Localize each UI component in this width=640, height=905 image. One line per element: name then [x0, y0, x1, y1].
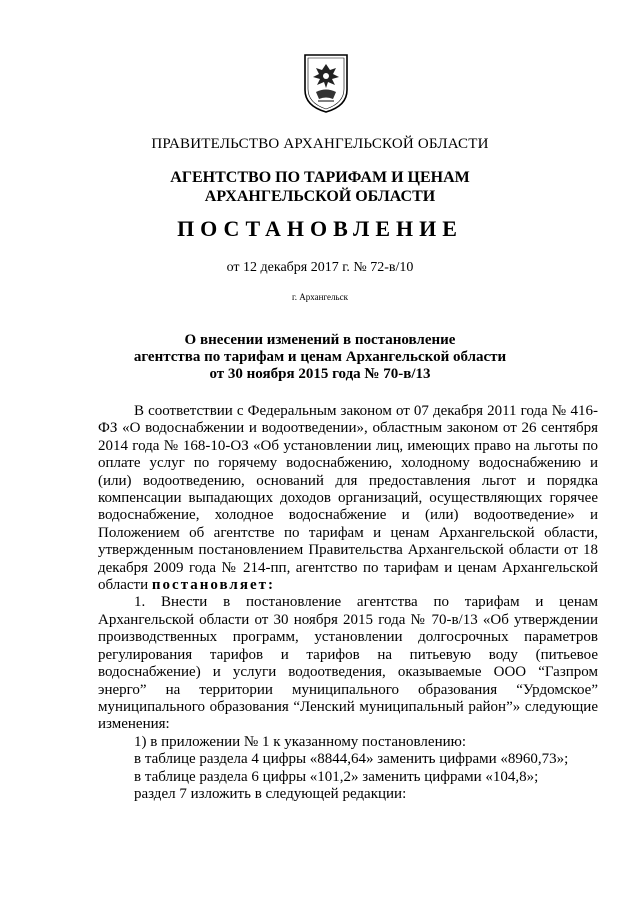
item-1-paragraph: 1. Внести в постановление агентства по тарифам и ценам Архангельской области от 30 ноября 2015 года № 70-в/13 «Об утверждении производственных программ, установлении долгосрочных параметров регулирования тарифов и тарифов на питьевую воду (питьевое водоснабжение) и услуги водоотведения, оказываемые ООО “Газпром энерго” на территории муниципального образования “Урдомское” муниципального образования “Ленский муниципальный район”» следующие изменения: — [98, 594, 598, 733]
agency-name-line2: АРХАНГЕЛЬСКОЙ ОБЛАСТИ — [204, 188, 436, 205]
city-name: г. Архангельск — [292, 292, 348, 302]
title-line3: от 30 ноября 2015 года № 70-в/13 — [209, 366, 431, 382]
agency-name — [60, 168, 580, 206]
preamble-paragraph — [98, 403, 598, 594]
change-line-table-6: в таблице раздела 6 цифры «101,2» заменить цифрами «104,8»; — [134, 768, 539, 785]
government-name: ПРАВИТЕЛЬСТВО АРХАНГЕЛЬСКОЙ ОБЛАСТИ — [151, 136, 489, 152]
sub-item-1: 1) в приложении № 1 к указанному постановлению: — [134, 733, 466, 750]
title-line2: агентства по тарифам и ценам Архангельской области — [133, 349, 507, 365]
document-type: ПОСТАНОВЛЕНИЕ — [177, 216, 463, 241]
change-line-table-4: в таблице раздела 4 цифры «8844,64» заменить цифрами «8960,73»; — [134, 751, 569, 768]
title-line1: О внесении изменений в постановление — [184, 332, 456, 348]
document-title — [60, 332, 580, 383]
agency-name-line1: АГЕНТСТВО ПО ТАРИФАМ И ЦЕНАМ — [170, 169, 470, 186]
coat-of-arms-emblem — [302, 52, 350, 114]
date-and-number: от 12 декабря 2017 г. № 72-в/10 — [226, 260, 414, 275]
preamble-text: В соответствии с Федеральным законом от 07 декабря 2011 года № 416-ФЗ «О водоснабжении и водоотведении», областным законом от 26 сентября 2014 года № 168-10-ОЗ «Об установлении лиц, имеющих право на льготы по оплате услуг по горячему водоснабжению, холодному водоснабжению и (или) водоотведению, оснований для предоставления льгот и порядка компенсации выпадающих доходов организаций, осуществляющих горячее водоснабжение, холодное водоснабжение и (или) водоотведение» и Положением об агентстве по тарифам и ценам Архангельской области, утвержденным постановлением Правительства Архангельской области от 18 декабря 2009 года № 214-пп, агентство по тарифам и ценам Архангельской области — [98, 403, 598, 594]
decree-word: постановляет: — [151, 577, 275, 594]
document-body — [98, 403, 598, 803]
change-line-section-7: раздел 7 изложить в следующей редакции: — [134, 785, 407, 802]
